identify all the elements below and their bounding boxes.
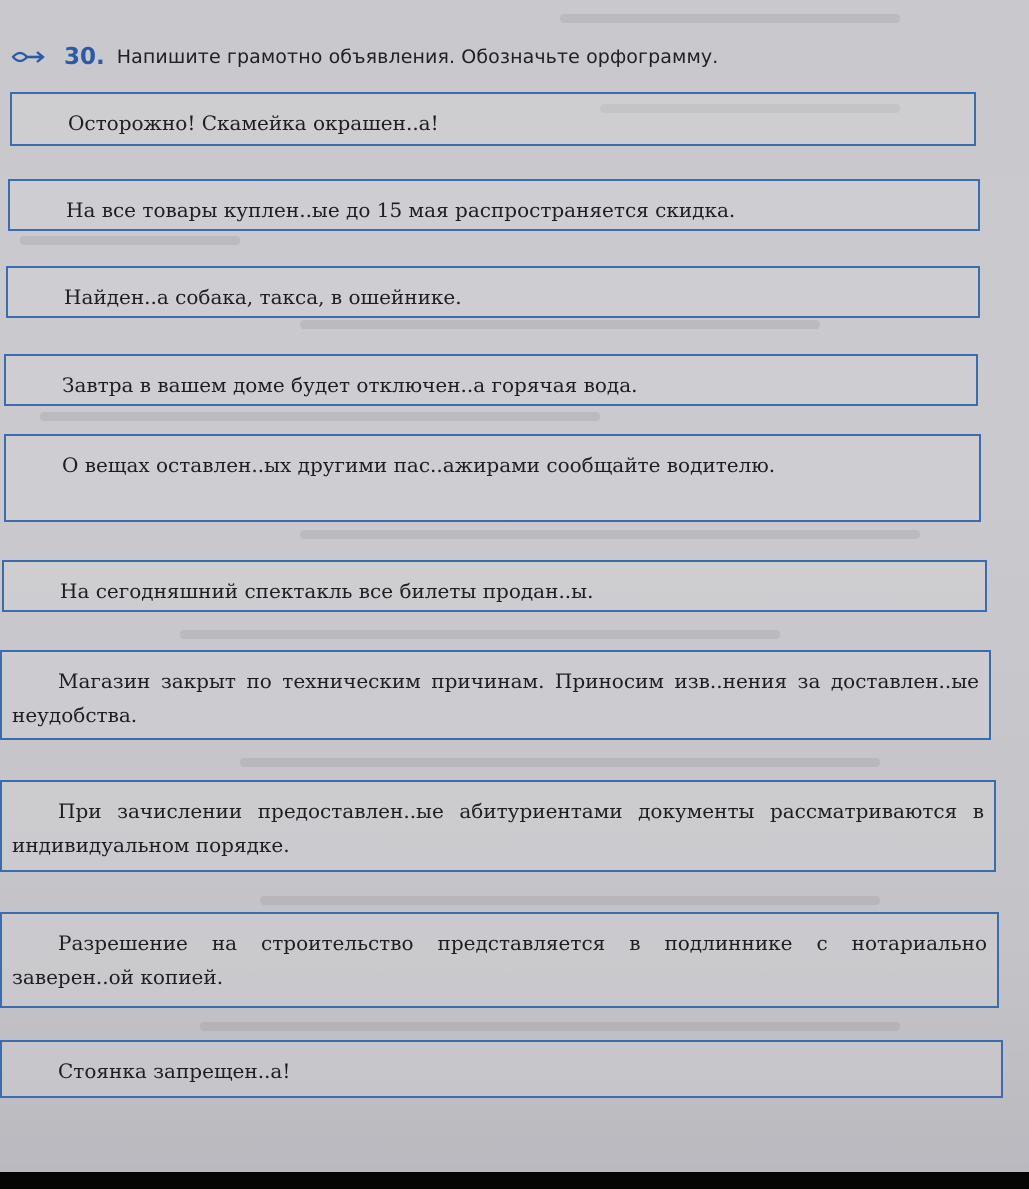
announcement-box: [10, 92, 976, 146]
bleed-through-line: [20, 236, 240, 245]
announcement-box: [4, 354, 978, 406]
bleed-through-line: [300, 320, 820, 329]
bleed-through-line: [560, 14, 900, 23]
bleed-through-line: [200, 1022, 900, 1031]
task-instruction: Напишите грамотно объявления. Обозначьте орфограмму.: [116, 46, 719, 68]
announcement-text: Магазин закрыт по техническим причинам. Приносим изв..нения за доставлен..ые неудобства.: [12, 669, 979, 727]
bleed-through-line: [300, 530, 920, 539]
announcement-text: Завтра в вашем доме будет отключен..а горячая вода.: [62, 373, 638, 397]
bleed-through-line: [180, 630, 780, 639]
announcement-box: [0, 1040, 1003, 1098]
announcement-text: На все товары куплен..ые до 15 мая распространяется скидка.: [66, 198, 736, 222]
announcement-box: [4, 434, 981, 522]
announcement-box: [0, 912, 999, 1008]
screen-bottom-bar: [0, 1172, 1029, 1189]
announcement-text: Найден..а собака, такса, в ошейнике.: [64, 285, 462, 309]
announcement-text: Стоянка запрещен..а!: [58, 1059, 291, 1083]
announcement-box: [6, 266, 980, 318]
announcement-text: Осторожно! Скамейка окрашен..а!: [68, 111, 439, 135]
announcement-box: [8, 179, 980, 231]
task-number: 30.: [64, 44, 105, 70]
pencil-task-icon: [10, 45, 46, 69]
bleed-through-line: [240, 758, 880, 767]
bleed-through-line: [260, 896, 880, 905]
announcement-box: [0, 650, 991, 740]
announcement-text: На сегодняшний спектакль все билеты продан..ы.: [60, 579, 594, 603]
announcement-box: [0, 780, 996, 872]
announcement-text: О вещах оставлен..ых другими пас..ажирами сообщайте водителю.: [62, 453, 776, 477]
task-header: [10, 40, 1010, 74]
bleed-through-line: [40, 412, 600, 421]
announcement-box: [2, 560, 987, 612]
announcement-text: При зачислении предоставлен..ые абитуриентами документы рассматриваются в индивидуальном порядке.: [12, 799, 984, 857]
announcement-text: Разрешение на строительство представляется в подлиннике с нотариально заверен..ой копией.: [12, 931, 987, 989]
